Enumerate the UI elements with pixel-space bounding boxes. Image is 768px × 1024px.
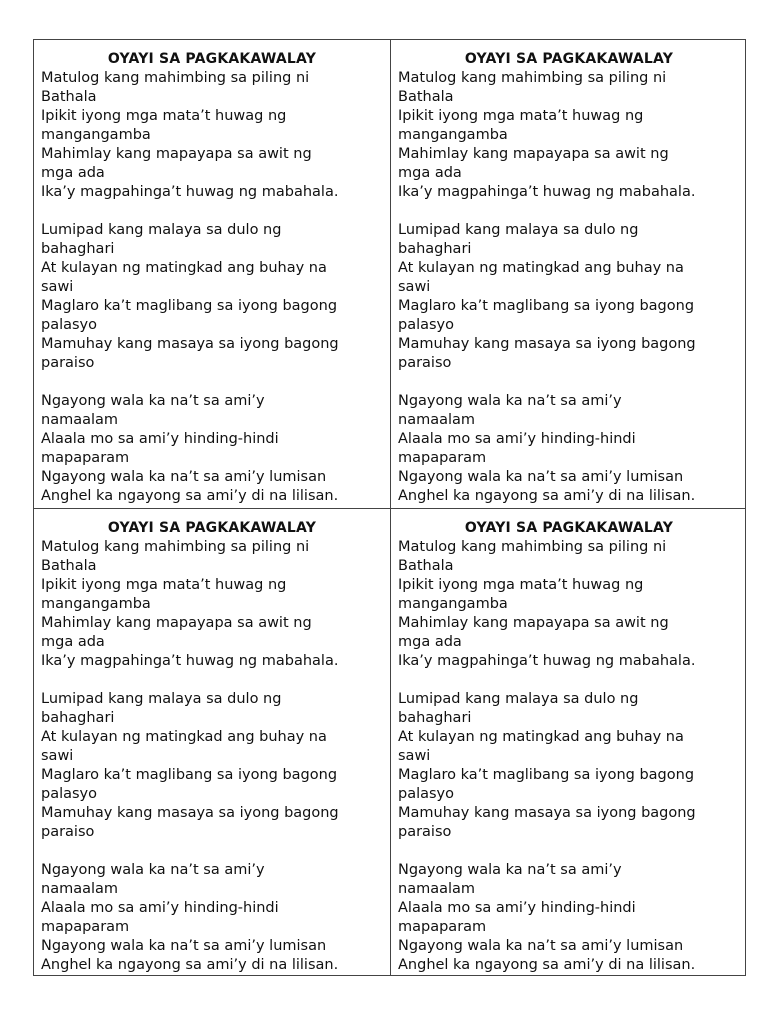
lyric-line: Mahimlay kang mapayapa sa awit ng (398, 615, 669, 631)
lyric-line: At kulayan ng matingkad ang buhay na (398, 260, 684, 276)
lyric-line: Lumipad kang malaya sa dulo ng (41, 222, 282, 238)
stanza-gap (41, 202, 386, 221)
lyric-line: Maglaro ka’t maglibang sa iyong bagong (398, 298, 695, 314)
lyric-line: Matulog kang mahimbing sa piling ni (41, 539, 310, 555)
lyric-line: mapaparam (41, 919, 130, 935)
lyric-line: Maglaro ka’t maglibang sa iyong bagong (41, 298, 338, 314)
lyric-line: palasyo (398, 786, 455, 802)
card-title: OYAYI SA PAGKAKAWALAY (107, 51, 317, 67)
lyric-line: Alaala mo sa ami’y hinding-hindi (398, 431, 636, 447)
lyric-line: Anghel ka ngayong sa ami’y di na lilisan. (398, 957, 696, 973)
lyric-line: mga ada (41, 165, 105, 181)
lyric-line: palasyo (41, 786, 98, 802)
lyric-line: Ngayong wala ka na’t sa ami’y lumisan (41, 938, 327, 954)
lyric-line: Bathala (41, 89, 97, 105)
lyric-line: sawi (41, 748, 74, 764)
lyric-line: Ika’y magpahinga’t huwag ng mabahala. (398, 653, 696, 669)
lyric-line: Maglaro ka’t maglibang sa iyong bagong (41, 767, 338, 783)
stanza-gap (398, 202, 743, 221)
lyric-line: Ika’y magpahinga’t huwag ng mabahala. (41, 184, 339, 200)
lyric-line: Maglaro ka’t maglibang sa iyong bagong (398, 767, 695, 783)
lyric-line: Ngayong wala ka na’t sa ami’y (398, 393, 622, 409)
lyric-line: mga ada (41, 634, 105, 650)
lyric-line: palasyo (41, 317, 98, 333)
lyric-line: Ika’y magpahinga’t huwag ng mabahala. (41, 653, 339, 669)
lyric-line: Ngayong wala ka na’t sa ami’y lumisan (398, 938, 684, 954)
lyrics-sheet (33, 39, 746, 976)
lyric-line: Ngayong wala ka na’t sa ami’y lumisan (398, 469, 684, 485)
lyric-line: mangangamba (41, 596, 151, 612)
lyric-line: Matulog kang mahimbing sa piling ni (41, 70, 310, 86)
lyric-line: Mahimlay kang mapayapa sa awit ng (41, 146, 312, 162)
lyric-line: mga ada (398, 165, 462, 181)
lyric-line: Lumipad kang malaya sa dulo ng (398, 222, 639, 238)
lyric-line: Mamuhay kang masaya sa iyong bagong (398, 805, 696, 821)
lyric-line: Anghel ka ngayong sa ami’y di na lilisan. (41, 488, 339, 504)
lyric-line: Ipikit iyong mga mata’t huwag ng (398, 108, 644, 124)
lyric-line: Bathala (398, 558, 454, 574)
stanza-gap (398, 671, 743, 690)
lyric-line: namaalam (41, 881, 119, 897)
lyric-line: bahaghari (398, 710, 472, 726)
stanza-gap (41, 842, 386, 861)
lyric-line: Alaala mo sa ami’y hinding-hindi (41, 900, 279, 916)
lyric-line: Mahimlay kang mapayapa sa awit ng (41, 615, 312, 631)
lyric-line: sawi (398, 279, 431, 295)
lyric-line: Mamuhay kang masaya sa iyong bagong (41, 336, 339, 352)
lyric-line: namaalam (398, 881, 476, 897)
lyric-line: mangangamba (398, 127, 508, 143)
lyric-line: Lumipad kang malaya sa dulo ng (398, 691, 639, 707)
lyric-line: Mahimlay kang mapayapa sa awit ng (398, 146, 669, 162)
lyrics-card (391, 40, 747, 508)
lyric-line: Mamuhay kang masaya sa iyong bagong (398, 336, 696, 352)
card-lyrics (41, 538, 386, 975)
lyric-line: Matulog kang mahimbing sa piling ni (398, 539, 667, 555)
lyric-line: At kulayan ng matingkad ang buhay na (41, 260, 327, 276)
lyric-line: Anghel ka ngayong sa ami’y di na lilisan. (398, 488, 696, 504)
lyric-line: Ngayong wala ka na’t sa ami’y (41, 393, 265, 409)
lyric-line: mapaparam (41, 450, 130, 466)
lyric-line: paraiso (398, 355, 452, 371)
lyric-line: sawi (398, 748, 431, 764)
lyric-line: namaalam (398, 412, 476, 428)
lyric-line: Ngayong wala ka na’t sa ami’y (41, 862, 265, 878)
stanza-gap (398, 373, 743, 392)
lyric-line: At kulayan ng matingkad ang buhay na (41, 729, 327, 745)
lyric-line: paraiso (398, 824, 452, 840)
card-lyrics (398, 538, 743, 975)
stanza-gap (41, 373, 386, 392)
lyrics-card (34, 509, 390, 977)
lyric-line: At kulayan ng matingkad ang buhay na (398, 729, 684, 745)
card-lyrics (41, 69, 386, 506)
lyric-line: Ipikit iyong mga mata’t huwag ng (41, 577, 287, 593)
card-title: OYAYI SA PAGKAKAWALAY (464, 51, 674, 67)
lyric-line: Mamuhay kang masaya sa iyong bagong (41, 805, 339, 821)
lyric-line: namaalam (41, 412, 119, 428)
lyric-line: Bathala (398, 89, 454, 105)
card-title: OYAYI SA PAGKAKAWALAY (464, 520, 674, 536)
lyric-line: mga ada (398, 634, 462, 650)
stanza-gap (41, 671, 386, 690)
lyric-line: bahaghari (41, 710, 115, 726)
lyrics-card (391, 509, 747, 977)
lyric-line: Alaala mo sa ami’y hinding-hindi (41, 431, 279, 447)
lyric-line: Bathala (41, 558, 97, 574)
lyric-line: paraiso (41, 355, 95, 371)
lyric-line: Anghel ka ngayong sa ami’y di na lilisan. (41, 957, 339, 973)
lyric-line: palasyo (398, 317, 455, 333)
lyric-line: Ngayong wala ka na’t sa ami’y lumisan (41, 469, 327, 485)
lyrics-card (34, 40, 390, 508)
card-title: OYAYI SA PAGKAKAWALAY (107, 520, 317, 536)
lyric-line: Ika’y magpahinga’t huwag ng mabahala. (398, 184, 696, 200)
lyric-line: Lumipad kang malaya sa dulo ng (41, 691, 282, 707)
lyric-line: sawi (41, 279, 74, 295)
lyric-line: Ipikit iyong mga mata’t huwag ng (41, 108, 287, 124)
stanza-gap (398, 842, 743, 861)
lyric-line: Matulog kang mahimbing sa piling ni (398, 70, 667, 86)
lyric-line: Ngayong wala ka na’t sa ami’y (398, 862, 622, 878)
lyric-line: paraiso (41, 824, 95, 840)
card-lyrics (398, 69, 743, 506)
lyric-line: bahaghari (41, 241, 115, 257)
lyric-line: mangangamba (41, 127, 151, 143)
lyric-line: mapaparam (398, 450, 487, 466)
lyric-line: mapaparam (398, 919, 487, 935)
lyric-line: Ipikit iyong mga mata’t huwag ng (398, 577, 644, 593)
lyric-line: mangangamba (398, 596, 508, 612)
lyric-line: bahaghari (398, 241, 472, 257)
lyric-line: Alaala mo sa ami’y hinding-hindi (398, 900, 636, 916)
